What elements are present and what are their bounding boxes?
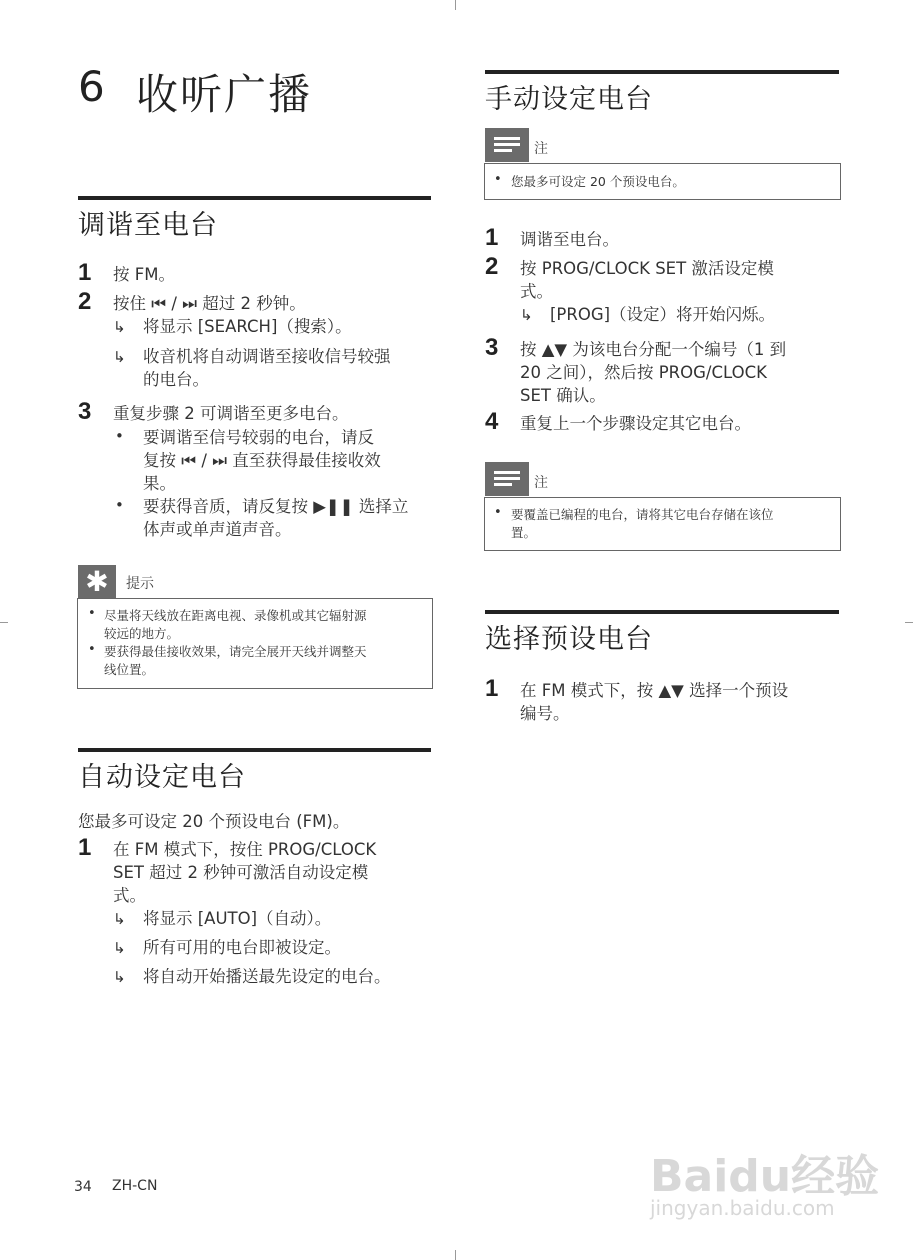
section-title-select: 选择预设电台: [485, 624, 653, 655]
step-number: 1: [485, 675, 499, 702]
result-text: 将显示 [SEARCH]（搜索）。: [143, 317, 352, 336]
step-text: 按 FM。: [113, 265, 175, 284]
result-arrow-icon: ↳: [113, 318, 126, 336]
section-title-auto: 自动设定电台: [78, 762, 246, 793]
step-text: 重复上一个步骤设定其它电台。: [520, 414, 751, 433]
tip-text: 要获得最佳接收效果，请完全展开天线并调整天: [104, 644, 367, 659]
page-number: 34: [74, 1179, 92, 1195]
bullet-icon: •: [115, 427, 124, 445]
section-rule: [78, 196, 431, 200]
bullet-text: 要调谐至信号较弱的电台，请反: [143, 428, 374, 447]
section-title-manual: 手动设定电台: [485, 84, 653, 115]
step-text: 在 FM 模式下，按 ▲▼ 选择一个预设: [520, 681, 789, 700]
tip-text: 线位置。: [104, 662, 155, 677]
note-text: 您最多可设定 20 个预设电台。: [511, 174, 685, 189]
step-number: 3: [485, 334, 499, 361]
watermark-brand: Baidu经验: [650, 1151, 880, 1202]
step-text: 按住 ⏮ / ⏭ 超过 2 秒钟。: [113, 294, 306, 313]
section-rule: [485, 610, 839, 614]
step-text: 调谐至电台。: [520, 230, 619, 249]
step-text: 式。: [520, 282, 553, 301]
result-text: 将显示 [AUTO]（自动）。: [143, 909, 332, 928]
note-label: 注: [534, 475, 548, 491]
section-rule: [485, 70, 839, 74]
note-text: 要覆盖已编程的电台，请将其它电台存储在该位: [511, 507, 774, 522]
intro-text: 您最多可设定 20 个预设电台 (FM)。: [78, 812, 350, 831]
crop-mark: [0, 622, 8, 623]
result-arrow-icon: ↳: [520, 306, 533, 324]
result-arrow-icon: ↳: [113, 939, 126, 957]
step-text: 式。: [113, 886, 146, 905]
step-text: 20 之间），然后按 PROG/CLOCK: [520, 363, 767, 382]
step-text: SET 确认。: [520, 386, 606, 405]
step-number: 4: [485, 408, 499, 435]
step-number: 1: [485, 224, 499, 251]
crop-mark: [455, 1250, 456, 1260]
note-icon: [485, 462, 529, 496]
bullet-icon: •: [494, 172, 502, 187]
note-icon: [485, 128, 529, 162]
tip-text: 尽量将天线放在距离电视、录像机或其它辐射源: [104, 608, 367, 623]
step-text: SET 超过 2 秒钟可激活自动设定模: [113, 863, 369, 882]
watermark-url: jingyan.baidu.com: [650, 1196, 835, 1220]
bullet-icon: •: [88, 642, 96, 657]
bullet-text: 要获得音质，请反复按 ▶❚❚ 选择立: [143, 497, 409, 516]
language-code: ZH-CN: [112, 1178, 158, 1194]
step-text: 按 ▲▼ 为该电台分配一个编号（1 到: [520, 340, 787, 359]
section-rule: [78, 748, 431, 752]
step-text: 重复步骤 2 可调谐至更多电台。: [113, 404, 349, 423]
step-number: 2: [78, 288, 92, 315]
result-arrow-icon: ↳: [113, 910, 126, 928]
result-text: [PROG]（设定）将开始闪烁。: [550, 305, 776, 324]
step-number: 1: [78, 259, 92, 286]
crop-mark: [905, 622, 913, 623]
result-text: 将自动开始播送最先设定的电台。: [143, 967, 391, 986]
bullet-icon: •: [115, 496, 124, 514]
section-title-tune: 调谐至电台: [78, 210, 218, 241]
bullet-icon: •: [494, 505, 502, 520]
tip-text: 较远的地方。: [104, 626, 180, 641]
result-arrow-icon: ↳: [113, 348, 126, 366]
crop-mark: [455, 0, 456, 10]
note-text: 置。: [511, 525, 537, 540]
tip-icon: ✱: [78, 565, 116, 599]
step-number: 3: [78, 398, 92, 425]
step-text: 在 FM 模式下，按住 PROG/CLOCK: [113, 840, 377, 859]
chapter-title: 收听广播: [136, 70, 313, 119]
step-text: 编号。: [520, 704, 570, 723]
result-text: 的电台。: [143, 370, 209, 389]
bullet-text: 体声或单声道声音。: [143, 520, 292, 539]
result-text: 所有可用的电台即被设定。: [143, 938, 341, 957]
result-text: 收音机将自动调谐至接收信号较强: [143, 347, 391, 366]
tip-label: 提示: [126, 576, 154, 592]
bullet-text: 果。: [143, 474, 176, 493]
bullet-icon: •: [88, 606, 96, 621]
step-number: 1: [78, 834, 92, 861]
result-arrow-icon: ↳: [113, 968, 126, 986]
note-label: 注: [534, 141, 548, 157]
step-text: 按 PROG/CLOCK SET 激活设定模: [520, 259, 774, 278]
step-number: 2: [485, 253, 499, 280]
chapter-number: 6: [78, 62, 105, 111]
bullet-text: 复按 ⏮ / ⏭ 直至获得最佳接收效: [143, 451, 381, 470]
